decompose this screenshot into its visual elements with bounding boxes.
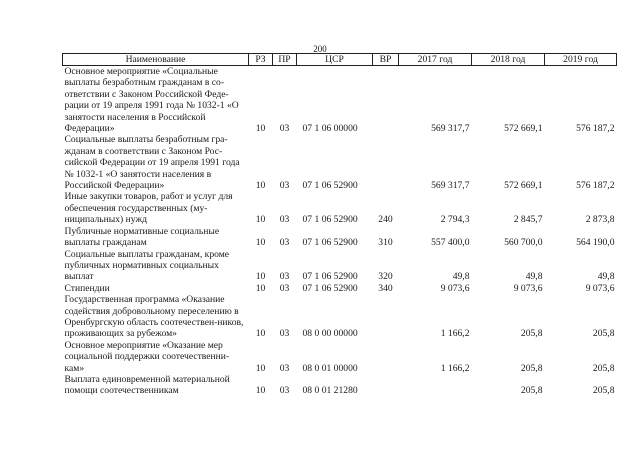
table-row xyxy=(63,191,617,225)
row-csr: 07 1 06 52900 xyxy=(302,282,358,294)
row-2018: 2 845,7 xyxy=(513,214,543,226)
row-2017: 49,8 xyxy=(452,271,470,283)
row-csr: 07 1 06 52900 xyxy=(302,180,358,192)
row-pr: 03 xyxy=(279,214,290,226)
row-rz: 10 xyxy=(255,214,266,226)
row-rz: 10 xyxy=(255,271,266,283)
row-2019: 2 873,8 xyxy=(585,214,615,226)
row-csr: 07 1 06 00000 xyxy=(302,123,358,135)
page-number: 200 xyxy=(313,44,327,54)
row-2018: 572 669,1 xyxy=(504,123,543,135)
row-2019: 205,8 xyxy=(592,362,615,374)
row-vr: 340 xyxy=(378,282,393,294)
row-rz: 10 xyxy=(255,237,266,249)
table-row xyxy=(63,374,617,397)
row-2018: 572 669,1 xyxy=(504,180,543,192)
row-pr: 03 xyxy=(279,123,290,135)
row-2018: 205,8 xyxy=(520,385,543,397)
row-name: Иные закупки товаров, работ и услуг для обеспечения государственных (му-ниципальных) нужд xyxy=(64,191,233,226)
row-2017 xyxy=(399,374,472,397)
row-vr: 320 xyxy=(378,271,393,283)
header-2019: 2019 год xyxy=(545,54,617,66)
row-name: Публичные нормативные социальные выплаты гражданам xyxy=(64,225,220,249)
table-row xyxy=(63,294,617,340)
row-csr: 08 0 01 00000 xyxy=(302,362,358,374)
table-row xyxy=(63,249,617,283)
row-csr: 07 1 06 52900 xyxy=(302,237,358,249)
row-2019: 205,8 xyxy=(592,328,615,340)
row-pr: 03 xyxy=(279,362,290,374)
row-csr: 08 0 00 00000 xyxy=(302,328,358,340)
budget-table xyxy=(62,53,617,397)
row-rz: 10 xyxy=(255,180,266,192)
table-row xyxy=(63,66,617,135)
row-rz: 10 xyxy=(255,123,266,135)
row-rz: 10 xyxy=(255,362,266,374)
row-2017: 1 166,2 xyxy=(440,328,470,340)
row-csr: 08 0 01 21280 xyxy=(302,385,358,397)
row-vr xyxy=(373,374,399,397)
header-vr: ВР xyxy=(373,54,399,66)
row-pr: 03 xyxy=(279,328,290,340)
row-vr xyxy=(373,340,399,374)
row-2017: 557 400,0 xyxy=(431,237,470,249)
row-2019: 49,8 xyxy=(597,271,615,283)
row-vr xyxy=(373,134,399,191)
row-2018: 560 700,0 xyxy=(504,237,543,249)
table-row xyxy=(63,283,617,294)
row-2017: 2 794,3 xyxy=(440,214,470,226)
row-csr: 07 1 06 52900 xyxy=(302,271,358,283)
row-name: Выплата единовременной материальной помощи соотечественникам xyxy=(64,373,230,397)
row-pr: 03 xyxy=(279,282,290,294)
row-name: Основное мероприятие «Оказание мер социальной поддержки соотечественни-кам» xyxy=(64,339,230,374)
row-name: Государственная программа «Оказание содействия добровольному переселению в Оренбургскую область соотечествен-ников, проживающих за рубежом» xyxy=(64,294,244,340)
table-header-row xyxy=(63,54,617,66)
row-2018: 49,8 xyxy=(525,271,543,283)
row-2019: 9 073,6 xyxy=(585,282,615,294)
header-rz: РЗ xyxy=(249,54,273,66)
row-name: Основное мероприятие «Социальные выплаты безработным гражданам в со-ответствии с Законом Российской Феде-рации от 19 апреля 1991 года № 1032-1 «О занятости населения в Российской Федерации» xyxy=(64,66,239,135)
table-row xyxy=(63,226,617,249)
header-pr: ПР xyxy=(273,54,297,66)
row-2018: 9 073,6 xyxy=(513,282,543,294)
row-vr xyxy=(373,294,399,340)
row-pr: 03 xyxy=(279,180,290,192)
row-2018: 205,8 xyxy=(520,362,543,374)
row-2017: 569 317,7 xyxy=(431,180,470,192)
row-name: Стипендии xyxy=(64,282,110,294)
header-2018: 2018 год xyxy=(472,54,545,66)
table-row xyxy=(63,134,617,191)
row-rz: 10 xyxy=(255,385,266,397)
table-row xyxy=(63,340,617,374)
row-2019: 564 190,0 xyxy=(576,237,615,249)
row-name: Социальные выплаты гражданам, кроме публичных нормативных социальных выплат xyxy=(64,248,230,283)
row-vr: 310 xyxy=(378,237,393,249)
header-2017: 2017 год xyxy=(399,54,472,66)
row-vr xyxy=(373,66,399,135)
row-rz: 10 xyxy=(255,282,266,294)
row-2017: 569 317,7 xyxy=(431,123,470,135)
row-pr: 03 xyxy=(279,271,290,283)
row-pr: 03 xyxy=(279,237,290,249)
row-2019: 576 187,2 xyxy=(576,180,615,192)
row-2019: 205,8 xyxy=(592,385,615,397)
row-csr: 07 1 06 52900 xyxy=(302,214,358,226)
row-2018: 205,8 xyxy=(520,328,543,340)
row-2019: 576 187,2 xyxy=(576,123,615,135)
row-2017: 9 073,6 xyxy=(440,282,470,294)
header-csr: ЦСР xyxy=(297,54,373,66)
row-vr: 240 xyxy=(378,214,393,226)
row-2017: 1 166,2 xyxy=(440,362,470,374)
row-name: Социальные выплаты безработным гра-жданам в соответствии с Законом Рос-сийской Федерации от 19 апреля 1991 года № 1032-1 «О занятости населения в Российской Федерации» xyxy=(64,134,240,192)
row-rz: 10 xyxy=(255,328,266,340)
header-name: Наименование xyxy=(63,54,249,66)
row-pr: 03 xyxy=(279,385,290,397)
